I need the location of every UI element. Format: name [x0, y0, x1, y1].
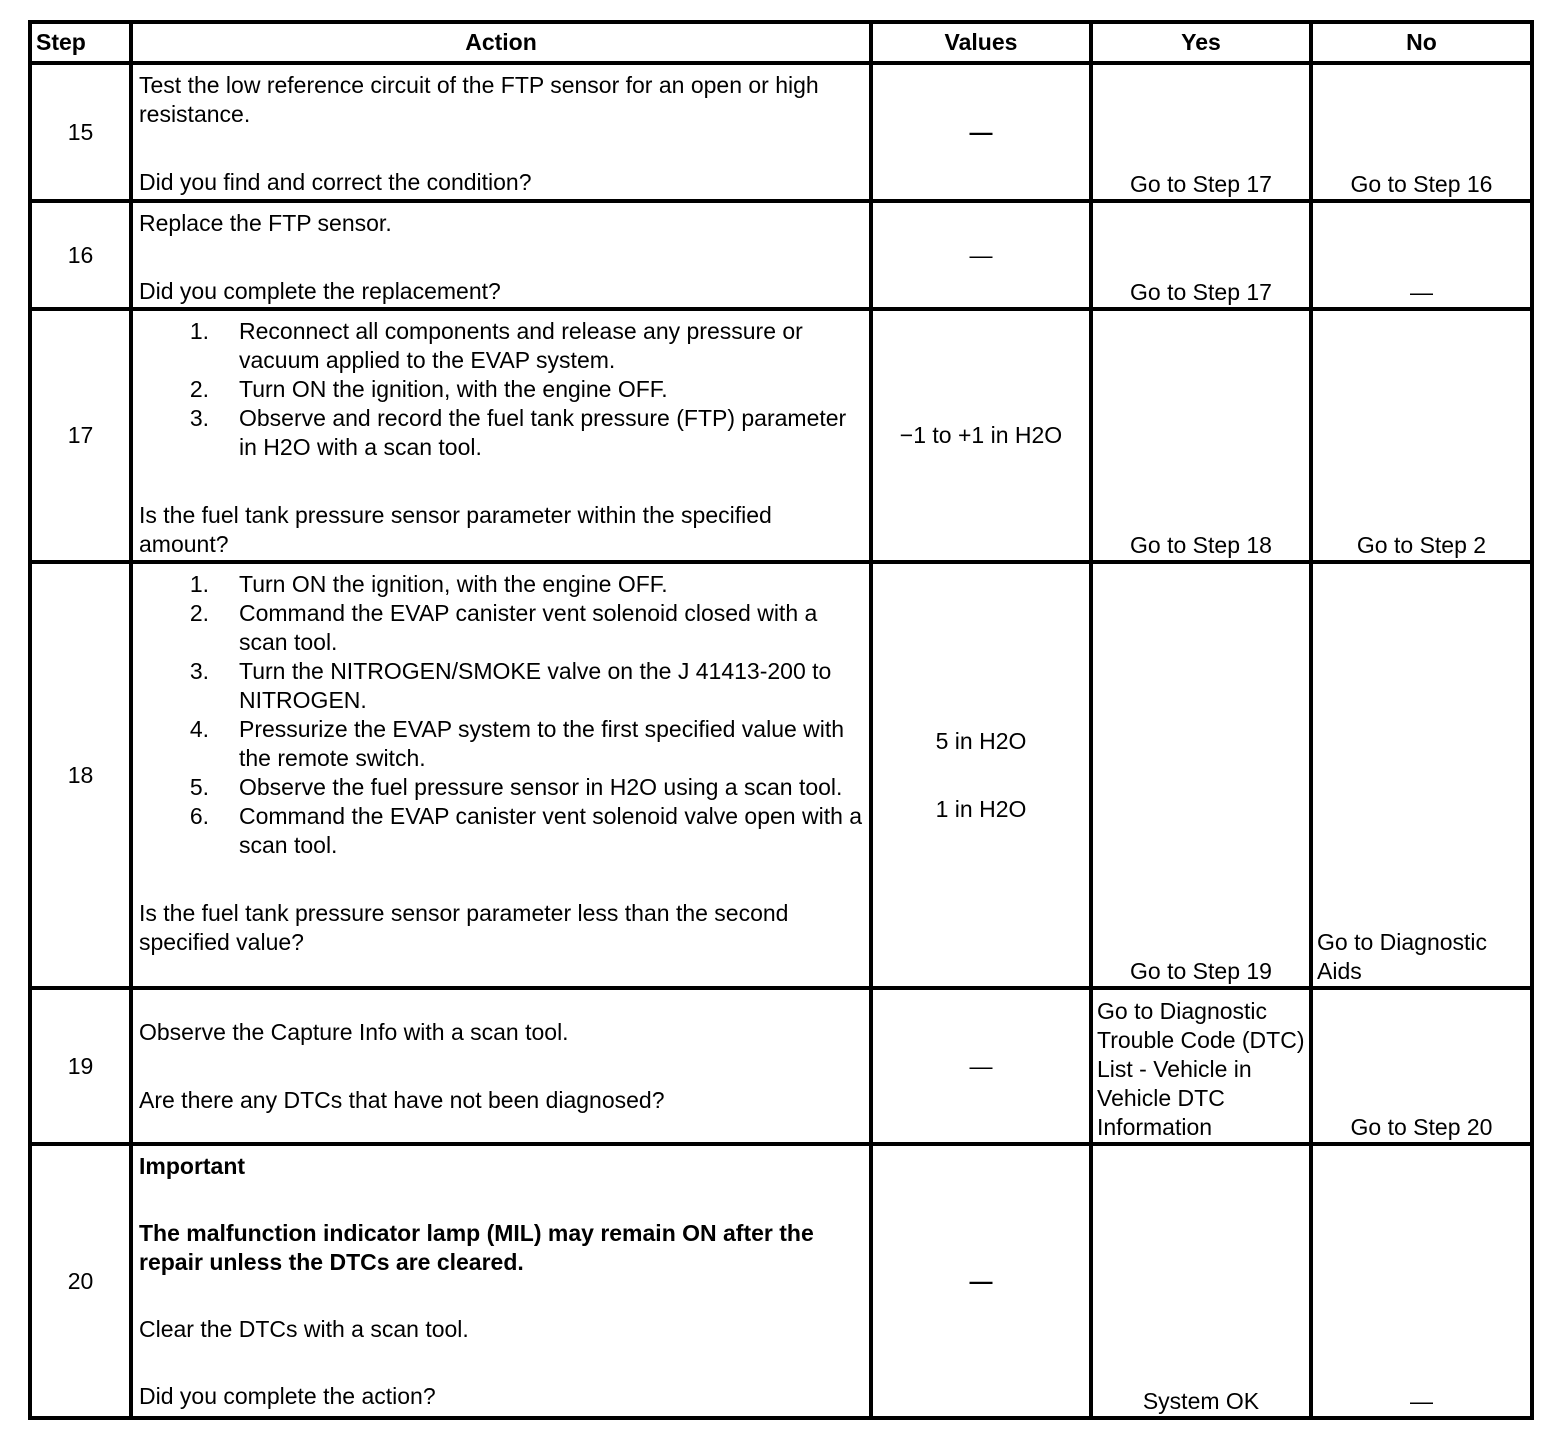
- action-question: Is the fuel tank pressure sensor parameter within the specified amount?: [139, 502, 772, 557]
- table-row-15: [30, 63, 1532, 201]
- action-text: Replace the FTP sensor.: [139, 210, 392, 236]
- header-values: Values: [871, 22, 1091, 63]
- first-specified-value: 5 in H2O: [935, 727, 1027, 754]
- step-number: 20: [30, 1144, 131, 1418]
- important-title: Important: [139, 1153, 246, 1179]
- action-question: Did you complete the replacement?: [139, 278, 501, 304]
- list-item: 2. Command the EVAP canister vent solenoid closed with a scan tool.: [189, 600, 818, 655]
- header-action: Action: [131, 22, 871, 63]
- action-text: Observe the Capture Info with a scan tool.: [139, 1018, 569, 1045]
- yes-cell: System OK: [1091, 1144, 1311, 1418]
- list-item: 6. Command the EVAP canister vent solenoid valve open with a scan tool.: [189, 803, 863, 858]
- values-cell: −1 to +1 in H2O: [871, 309, 1091, 562]
- values-cell: —: [871, 63, 1091, 201]
- list-item: 4. Pressurize the EVAP system to the first specified value with the remote switch.: [189, 716, 845, 771]
- list-item: 1. Turn ON the ignition, with the engine OFF.: [189, 571, 668, 597]
- table-row-18: [30, 562, 1532, 988]
- action-cell: [131, 201, 871, 309]
- action-question: Are there any DTCs that have not been diagnosed?: [139, 1086, 665, 1113]
- header-row: [30, 22, 1532, 63]
- step-number: 17: [30, 309, 131, 562]
- no-cell: Go to Step 16: [1311, 63, 1532, 201]
- step-number: 18: [30, 562, 131, 988]
- header-no: No: [1311, 22, 1532, 63]
- table-row-19: [30, 988, 1532, 1144]
- action-text: Clear the DTCs with a scan tool.: [139, 1316, 469, 1342]
- header-yes: Yes: [1091, 22, 1311, 63]
- values-cell: —: [871, 201, 1091, 309]
- list-item: 2. Turn ON the ignition, with the engine OFF.: [189, 376, 668, 402]
- values-cell: —: [871, 988, 1091, 1144]
- table-row-20: [30, 1144, 1532, 1418]
- yes-cell: Go to Step 17: [1091, 201, 1311, 309]
- important-text: The malfunction indicator lamp (MIL) may remain ON after the repair unless the DTCs are cleared.: [139, 1220, 814, 1275]
- table-row-17: [30, 309, 1532, 562]
- action-steps: [139, 570, 863, 860]
- action-cell: [131, 562, 871, 988]
- action-cell: [131, 988, 871, 1144]
- step-number: 19: [30, 988, 131, 1144]
- action-steps: [139, 317, 863, 462]
- no-cell: —: [1311, 201, 1532, 309]
- values-cell: [871, 562, 1091, 988]
- action-question: Is the fuel tank pressure sensor parameter less than the second specified value?: [139, 900, 789, 955]
- list-item: 3. Turn the NITROGEN/SMOKE valve on the J 41413-200 to NITROGEN.: [189, 658, 832, 713]
- action-text: Test the low reference circuit of the FTP sensor for an open or high resistance.: [139, 72, 819, 127]
- action-cell: [131, 309, 871, 562]
- list-item: 5. Observe the fuel pressure sensor in H2O using a scan tool.: [189, 774, 843, 800]
- action-question: Did you complete the action?: [139, 1383, 436, 1409]
- diagnostic-table: [28, 20, 1534, 1420]
- no-cell: —: [1311, 1144, 1532, 1418]
- action-cell: [131, 1144, 871, 1418]
- yes-cell: Go to Step 19: [1091, 562, 1311, 988]
- yes-cell: Go to Diagnostic Trouble Code (DTC) List - Vehicle in Vehicle DTC Information: [1091, 988, 1311, 1144]
- second-specified-value: 1 in H2O: [935, 795, 1027, 822]
- header-step: Step: [30, 22, 131, 63]
- values-cell: —: [871, 1144, 1091, 1418]
- yes-cell: Go to Step 18: [1091, 309, 1311, 562]
- action-cell: [131, 63, 871, 201]
- no-cell: Go to Diagnostic Aids: [1311, 562, 1532, 988]
- yes-cell: Go to Step 17: [1091, 63, 1311, 201]
- step-number: 16: [30, 201, 131, 309]
- no-cell: Go to Step 2: [1311, 309, 1532, 562]
- step-number: 15: [30, 63, 131, 201]
- action-question: Did you find and correct the condition?: [139, 169, 532, 195]
- list-item: 3. Observe and record the fuel tank pressure (FTP) parameter in H2O with a scan tool.: [189, 405, 847, 460]
- table-row-16: [30, 201, 1532, 309]
- no-cell: Go to Step 20: [1311, 988, 1532, 1144]
- list-item: 1. Reconnect all components and release any pressure or vacuum applied to the EVAP system.: [189, 318, 803, 373]
